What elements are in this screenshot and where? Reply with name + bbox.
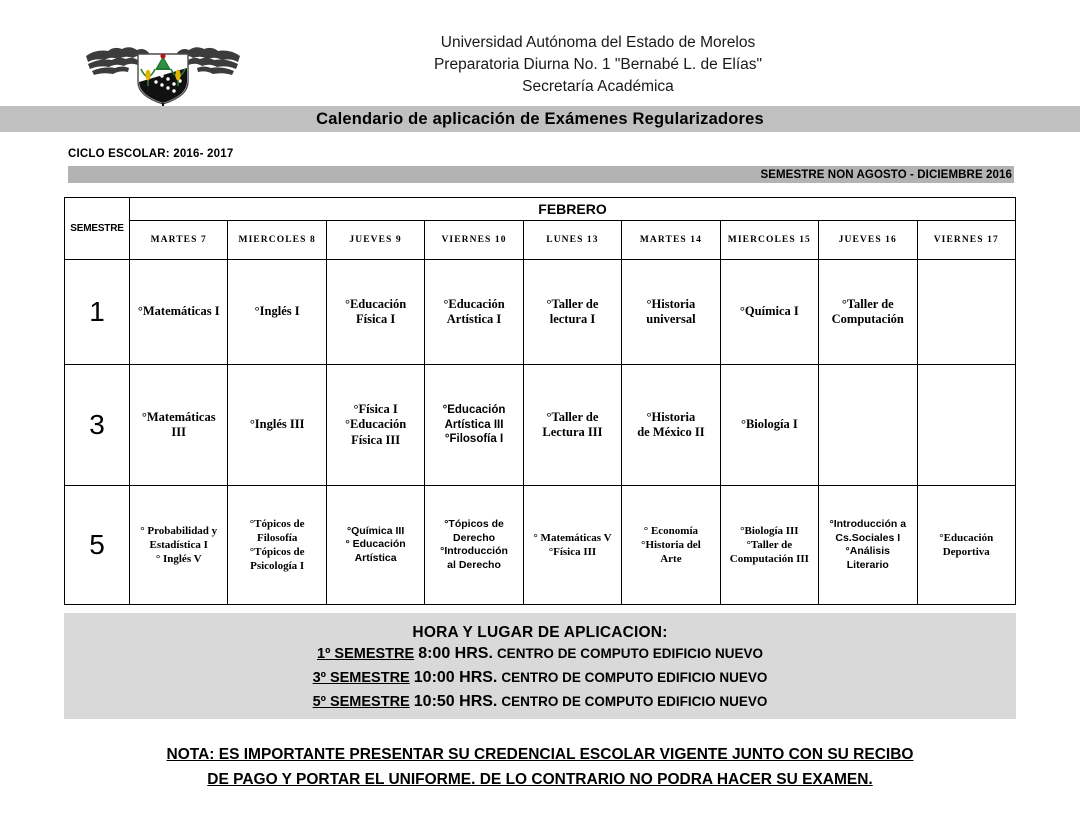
schedule-time: 8:00 HRS. [418, 645, 493, 662]
schedule-info-title: HORA Y LUGAR DE APLICACION: [412, 624, 668, 641]
day-header: VIERNES 17 [917, 221, 1016, 260]
schedule-semester-label: 1º SEMESTRE [317, 646, 415, 662]
month-header: FEBRERO [130, 198, 1016, 221]
note-line-2: DE PAGO Y PORTAR EL UNIFORME. DE LO CONTRARIO NO PODRA HACER SU EXAMEN. [207, 771, 873, 788]
schedule-semester-label: 5º SEMESTRE [312, 694, 410, 710]
exam-cell: °Matemáticas III [130, 365, 228, 486]
exam-cell: °Tópicos de Filosofía °Tópicos de Psicología I [228, 486, 326, 605]
school-name: Preparatoria Diurna No. 1 "Bernabé L. de Elías" [433, 56, 763, 73]
schedule-place: CENTRO DE COMPUTO EDIFICIO NUEVO [501, 670, 768, 685]
document-header [0, 32, 1080, 110]
exam-cell [917, 365, 1016, 486]
table-row [65, 486, 1016, 605]
exam-cell: °Química III ° Educación Artística [326, 486, 424, 605]
schedule-semester-label: 3º SEMESTRE [312, 670, 410, 686]
schedule-info-line [64, 666, 1016, 690]
exam-cell: °Física I °Educación Física III [326, 365, 424, 486]
exam-cell: ° Probabilidad y Estadística I ° Inglés V [130, 486, 228, 605]
university-name: Universidad Autónoma del Estado de Morelos [440, 34, 756, 51]
institution-header-text [248, 32, 948, 98]
semester-number: 3 [65, 365, 130, 486]
table-row [65, 365, 1016, 486]
exam-cell [819, 365, 917, 486]
exam-cell: °Química I [720, 260, 818, 365]
day-header: VIERNES 10 [425, 221, 523, 260]
schedule-place: CENTRO DE COMPUTO EDIFICIO NUEVO [501, 694, 768, 709]
uaem-coat-of-arms-icon [78, 38, 248, 106]
note-line-1: NOTA: ES IMPORTANTE PRESENTAR SU CREDENCIAL ESCOLAR VIGENTE JUNTO CON SU RECIBO [166, 746, 914, 763]
schedule-place: CENTRO DE COMPUTO EDIFICIO NUEVO [496, 646, 763, 661]
note-block [64, 742, 1016, 792]
exam-cell: ° Economía °Historia del Arte [622, 486, 720, 605]
semester-number: 1 [65, 260, 130, 365]
table-row [65, 260, 1016, 365]
table-header-month-row [65, 198, 1016, 221]
semester-number: 5 [65, 486, 130, 605]
exam-cell [917, 260, 1016, 365]
exam-cell: °Biología III °Taller de Computación III [720, 486, 818, 605]
school-year-label: CICLO ESCOLAR: 2016- 2017 [68, 148, 234, 160]
exam-cell: °Educación Física I [326, 260, 424, 365]
department-name: Secretaría Académica [522, 78, 674, 95]
day-header: MARTES 7 [130, 221, 228, 260]
day-header: MIERCOLES 8 [228, 221, 326, 260]
document-title-bar [0, 106, 1080, 132]
exam-cell: °Matemáticas I [130, 260, 228, 365]
table-header-days-row [65, 221, 1016, 260]
semester-period-bar [68, 166, 1014, 183]
exam-cell: ° Matemáticas V °Física III [523, 486, 621, 605]
exam-cell: °Inglés III [228, 365, 326, 486]
schedule-time: 10:00 HRS. [413, 669, 498, 686]
page-title: Calendario de aplicación de Exámenes Regularizadores [316, 109, 764, 128]
exam-cell: °Introducción a Cs.Sociales I °Análisis Literario [819, 486, 917, 605]
schedule-info-line [64, 642, 1016, 666]
schedule-time: 10:50 HRS. [413, 693, 498, 710]
schedule-info-box [64, 613, 1016, 719]
exam-cell: °Educación Artística I [425, 260, 523, 365]
exam-cell: °Taller de Computación [819, 260, 917, 365]
day-header: MIERCOLES 15 [720, 221, 818, 260]
day-header: JUEVES 9 [326, 221, 424, 260]
day-header: MARTES 14 [622, 221, 720, 260]
exam-cell: °Taller de Lectura III [523, 365, 621, 486]
exam-calendar-table [64, 197, 1016, 605]
exam-cell: °Educación Deportiva [917, 486, 1016, 605]
schedule-info-line [64, 690, 1016, 714]
exam-cell: °Historia universal [622, 260, 720, 365]
exam-cell: °Educación Artística III °Filosofía I [425, 365, 523, 486]
day-header: JUEVES 16 [819, 221, 917, 260]
exam-cell: °Taller de lectura I [523, 260, 621, 365]
exam-cell: °Biología I [720, 365, 818, 486]
day-header: LUNES 13 [523, 221, 621, 260]
exam-cell: °Tópicos de Derecho °Introducción al Derecho [425, 486, 523, 605]
exam-cell: °Historia de México II [622, 365, 720, 486]
exam-cell: °Inglés I [228, 260, 326, 365]
semester-period-label: SEMESTRE NON AGOSTO - DICIEMBRE 2016 [760, 168, 1012, 181]
semestre-corner-header: SEMESTRE [65, 198, 130, 260]
